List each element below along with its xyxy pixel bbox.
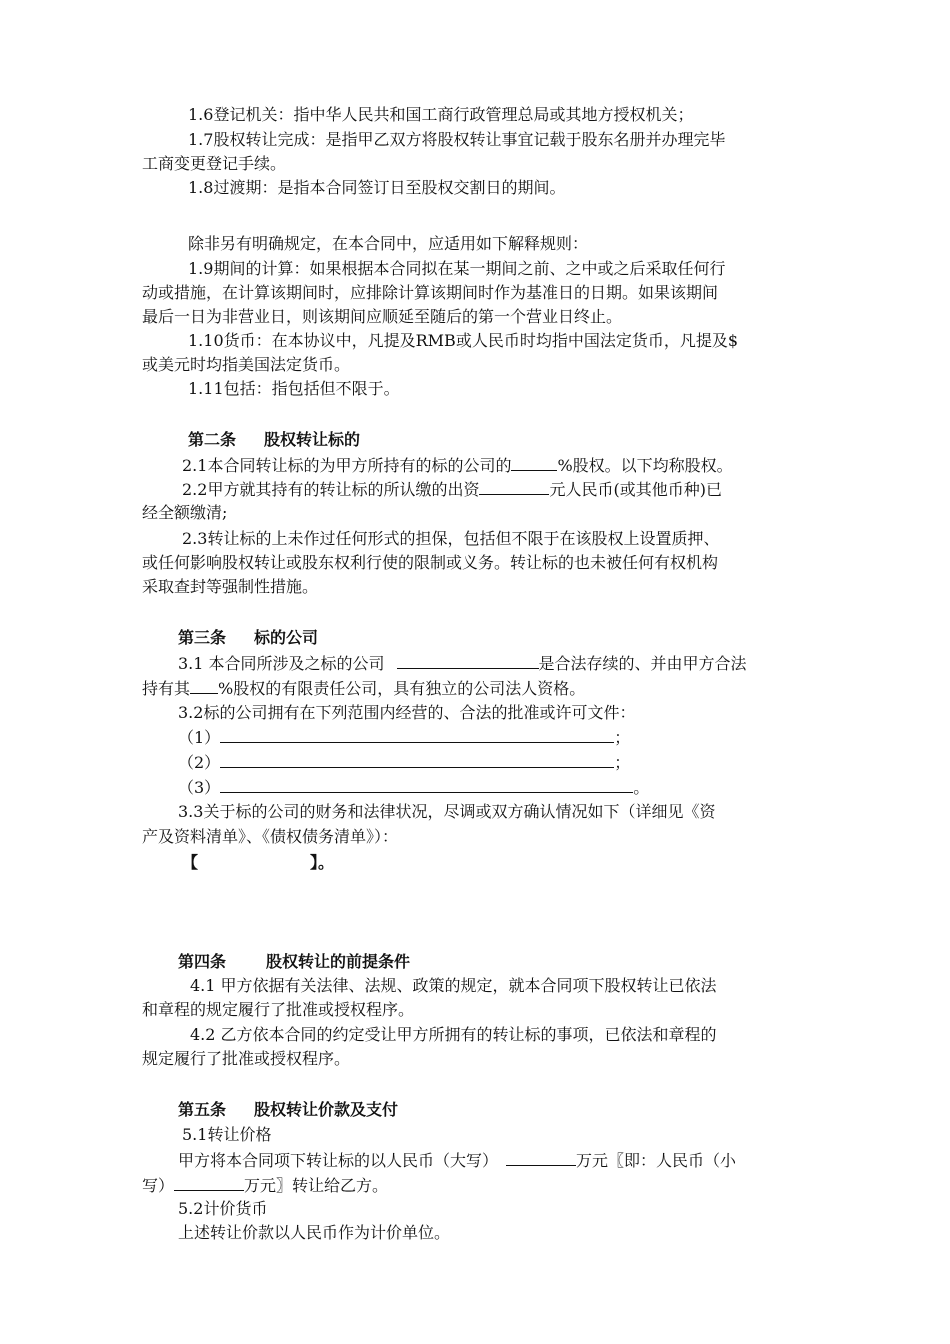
blank-equity-percent[interactable] (511, 453, 557, 471)
article-4-number: 第四条 (178, 952, 227, 971)
clause-4-2-line1: 4.2 乙方依本合同的约定受让甲方所拥有的转让标的事项，已依法和章程的 (190, 1025, 717, 1044)
clause-3-2: 3.2标的公司拥有在下列范围内经营的、合法的批准或许可文件： (178, 703, 636, 722)
clause-4-1-line2: 和章程的规定履行了批准或授权程序。 (142, 1000, 415, 1019)
clause-2-1: 2.1本合同转让标的为甲方所持有的标的公司的 %股权。以下均称股权。 (182, 453, 733, 477)
article-3-title: 标的公司 (254, 628, 319, 647)
clause-4-2-line2: 规定履行了批准或授权程序。 (142, 1049, 351, 1068)
article-2-number: 第二条 (188, 430, 237, 449)
clause-1-7-line2: 工商变更登记手续。 (142, 154, 287, 173)
blank-license-3[interactable] (220, 775, 633, 793)
clause-2-2-line2: 经全额缴清; (142, 503, 228, 522)
blank-license-2[interactable] (220, 750, 614, 768)
article-3-number: 第三条 (178, 628, 227, 647)
article-5-title: 股权转让价款及支付 (254, 1100, 399, 1119)
clause-3-3-line1: 3.3关于标的公司的财务和法律状况，尽调或双方确认情况如下（详细见《资 (178, 802, 716, 821)
article-5-heading (178, 1098, 398, 1122)
clause-5-2-text: 上述转让价款以人民币作为计价单位。 (178, 1223, 451, 1242)
blank-license-1[interactable] (220, 725, 614, 743)
article-4-title: 股权转让的前提条件 (266, 952, 411, 971)
blank-target-company[interactable] (397, 651, 539, 669)
clause-1-9-line3: 最后一日为非营业日，则该期间应顺延至随后的第一个营业日终止。 (142, 307, 623, 326)
clause-4-1-line1: 4.1 甲方依据有关法律、法规、政策的规定，就本合同项下股权转让已依法 (190, 976, 717, 995)
clause-1-8: 1.8过渡期：是指本合同签订日至股权交割日的期间。 (188, 178, 566, 197)
license-item-1: （1） ； (178, 725, 630, 749)
clause-3-3-line2: 产及资料清单》、《债权债务清单》）： (142, 827, 399, 846)
article-3-heading (178, 626, 318, 650)
license-item-3: （3） 。 (178, 775, 649, 799)
clause-5-1-text-line1: 甲方将本合同项下转让标的以人民币（大写） 万元〖即：人民币（小 (178, 1148, 736, 1172)
article-2-heading (188, 428, 360, 452)
clause-5-1: 5.1转让价格 (182, 1125, 272, 1144)
blank-price-numeric[interactable] (174, 1173, 244, 1191)
clause-3-1-line2: 持有其 %股权的有限责任公司，具有独立的公司法人资格。 (142, 676, 585, 700)
clause-1-7-line1: 1.7股权转让完成：是指甲乙双方将股权转让事宜记载于股东名册并办理完毕 (188, 130, 726, 149)
clause-5-2: 5.2计价货币 (178, 1199, 268, 1218)
clause-1-9-line1: 1.9期间的计算：如果根据本合同拟在某一期间之前、之中或之后采取任何行 (188, 259, 726, 278)
blank-held-percent[interactable] (190, 676, 218, 694)
clause-1-10-line1: 1.10货币：在本协议中，凡提及RMB或人民币时均指中国法定货币，凡提及$ (188, 331, 738, 350)
clause-1-10-line2: 或美元时均指美国法定货币。 (142, 355, 351, 374)
clause-5-1-text-line2: 写） 万元〗转让给乙方。 (142, 1173, 388, 1197)
license-item-2: （2） ； (178, 750, 630, 774)
blank-capital-amount[interactable] (479, 477, 549, 495)
clause-1-11: 1.11包括：指包括但不限于。 (188, 379, 400, 398)
interpretation-rules: 除非另有明确规定，在本合同中，应适用如下解释规则： (188, 234, 589, 253)
clause-2-2-line1: 2.2甲方就其持有的转让标的所认缴的出资 元人民币(或其他币种)已 (182, 477, 722, 501)
blank-price-capital[interactable] (506, 1148, 576, 1166)
clause-2-3-line2: 或任何影响股权转让或股东权利行使的限制或义务。转让标的也未被任何有权机构 (142, 553, 719, 572)
clause-1-6: 1.6登记机关：指中华人民共和国工商行政管理总局或其地方授权机关； (188, 105, 694, 124)
article-2-title: 股权转让标的 (264, 430, 361, 449)
article-4-heading (178, 950, 410, 974)
clause-2-3-line3: 采取查封等强制性措施。 (142, 577, 319, 596)
clause-3-1-line1: 3.1 本合同所涉及之标的公司 是合法存续的、并由甲方合法 (178, 651, 747, 675)
bracket-placeholder: 【 】。 (182, 853, 335, 872)
clause-2-3-line1: 2.3转让标的上未作过任何形式的担保，包括但不限于在该股权上设置质押、 (182, 529, 720, 548)
article-5-number: 第五条 (178, 1100, 227, 1119)
clause-1-9-line2: 动或措施，在计算该期间时，应排除计算该期间时作为基准日的日期。如果该期间 (142, 283, 719, 302)
